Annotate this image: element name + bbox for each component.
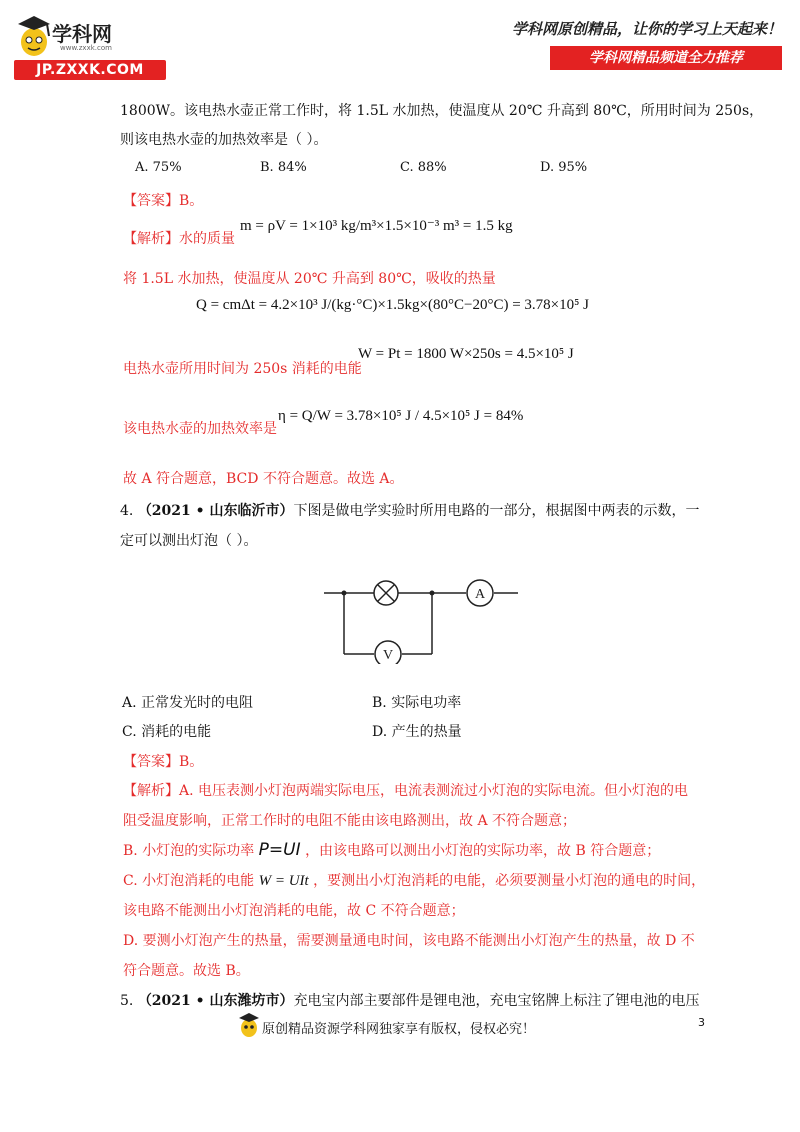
mascot-icon [14,12,54,58]
q3-conclusion: 故 A 符合题意，BCD 不符合题意。故选 A。 [123,471,404,487]
logo-name: 学科网 [52,22,112,46]
q4-option-c: C. 消耗的电能 [122,724,212,740]
q4-source: （2021 • 山东临沂市） [137,503,294,519]
q3-option-c: C. 88% [400,160,447,175]
q4-b-post: ，由该电路可以测出小灯泡的实际功率，故 B 符合题意； [305,843,661,859]
q4-number: 4. [120,503,134,519]
q3-mass-equation: m = ρV = 1×10³ kg/m³×1.5×10⁻³ m³ = 1.5 kg [240,218,513,234]
logo-sub: www.zxxk.com [60,44,112,52]
q5-number: 5. [120,993,134,1009]
q3-energy-label: 电热水壶所用时间为 250s 消耗的电能 [123,361,362,377]
q4-option-a: A. 正常发光时的电阻 [122,695,254,711]
q4-c-formula: W = UIt [258,873,309,889]
q5-source: （2021 • 山东潍坊市） [137,993,294,1009]
q4-analysis-c-line2: 该电路不能测出小灯泡消耗的电能，故 C 不符合题意； [123,903,465,919]
q4-option-b: B. 实际电功率 [372,695,462,711]
q3-analysis-label: 【解析】水的质量 [123,231,235,247]
q3-stem-line2: 则该电热水壶的加热效率是（ ）。 [120,132,328,148]
page-number: 3 [698,1016,705,1029]
footer-mascot-icon [238,1012,260,1038]
zxxk-logo [14,10,164,76]
logo-url[interactable]: JP.ZXXK.COM [14,60,166,80]
header-slogan: 学科网原创精品，让你的学习上天起来！ [511,20,782,38]
q4-b-pre: B. 小灯泡的实际功率 [123,843,255,859]
q4-analysis-c [123,870,705,890]
q4-stem-line2: 定可以测出灯泡（ ）。 [120,533,258,549]
q4-analysis-d-line1: D. 要测小灯泡产生的热量，需要测量通电时间，该电路不能测出小灯泡产生的热量，故 D 不 [123,933,695,949]
footer-copyright: 原创精品资源学科网独家享有版权，侵权必究！ [262,1022,536,1037]
header-slogan-bar: 学科网精品频道全力推荐 [550,46,782,70]
voltmeter-label: V [382,648,394,663]
q3-efficiency-equation: η = Q/W = 3.78×10⁵ J / 4.5×10⁵ J = 84% [278,408,524,424]
q3-answer: 【答案】B。 [123,193,204,209]
q4-option-d: D. 产生的热量 [372,724,462,740]
q4-stem-line1 [120,500,699,520]
voltmeter-icon [375,641,401,664]
q3-efficiency-label: 该电热水壶的加热效率是 [123,421,277,437]
q5-stem-line1 [120,990,699,1010]
q4-stem-text: 下图是做电学实验时所用电路的一部分，根据图中两表的示数，一 [293,503,700,519]
q4-c-post: ，要测出小灯泡消耗的电能，必须要测量小灯泡的通电的时间， [313,873,706,889]
q3-option-d: D. 95% [540,160,588,175]
q4-analysis-d-line2: 符合题意。故选 B。 [123,963,250,979]
ammeter-label: A [474,587,486,602]
q3-heat-intro: 将 1.5L 水加热，使温度从 20℃ 升高到 80℃，吸收的热量 [123,271,496,287]
q4-b-formula: P=UI [258,840,301,860]
q3-option-b: B. 84% [260,160,307,175]
lamp-icon [374,581,398,605]
q3-stem-line1: 1800W。该电热水壶正常工作时，将 1.5L 水加热，使温度从 20℃ 升高到 80℃，所用时间为 250s， [120,103,764,119]
circuit-diagram [320,572,520,664]
q4-analysis-line1: 【解析】A. 电压表测小灯泡两端实际电压，电流表测流过小灯泡的实际电流。但小灯泡的电 [123,783,689,799]
q5-stem-text: 充电宝内部主要部件是锂电池，充电宝铭牌上标注了锂电池的电压 [293,993,700,1009]
ammeter-icon [467,580,493,606]
q4-answer: 【答案】B。 [123,754,204,770]
q4-analysis-line2: 阻受温度影响，正常工作时的电阻不能由该电路测出，故 A 不符合题意； [123,813,577,829]
q3-energy-equation: W = Pt = 1800 W×250s = 4.5×10⁵ J [358,346,574,362]
q3-heat-equation: Q = cmΔt = 4.2×10³ J/(kg·°C)×1.5kg×(80°C−20°C) = 3.78×10⁵ J [196,297,589,313]
q4-analysis-b [123,840,660,860]
q4-c-pre: C. 小灯泡消耗的电能 [123,873,255,889]
q3-option-a: A. 75% [135,160,182,175]
